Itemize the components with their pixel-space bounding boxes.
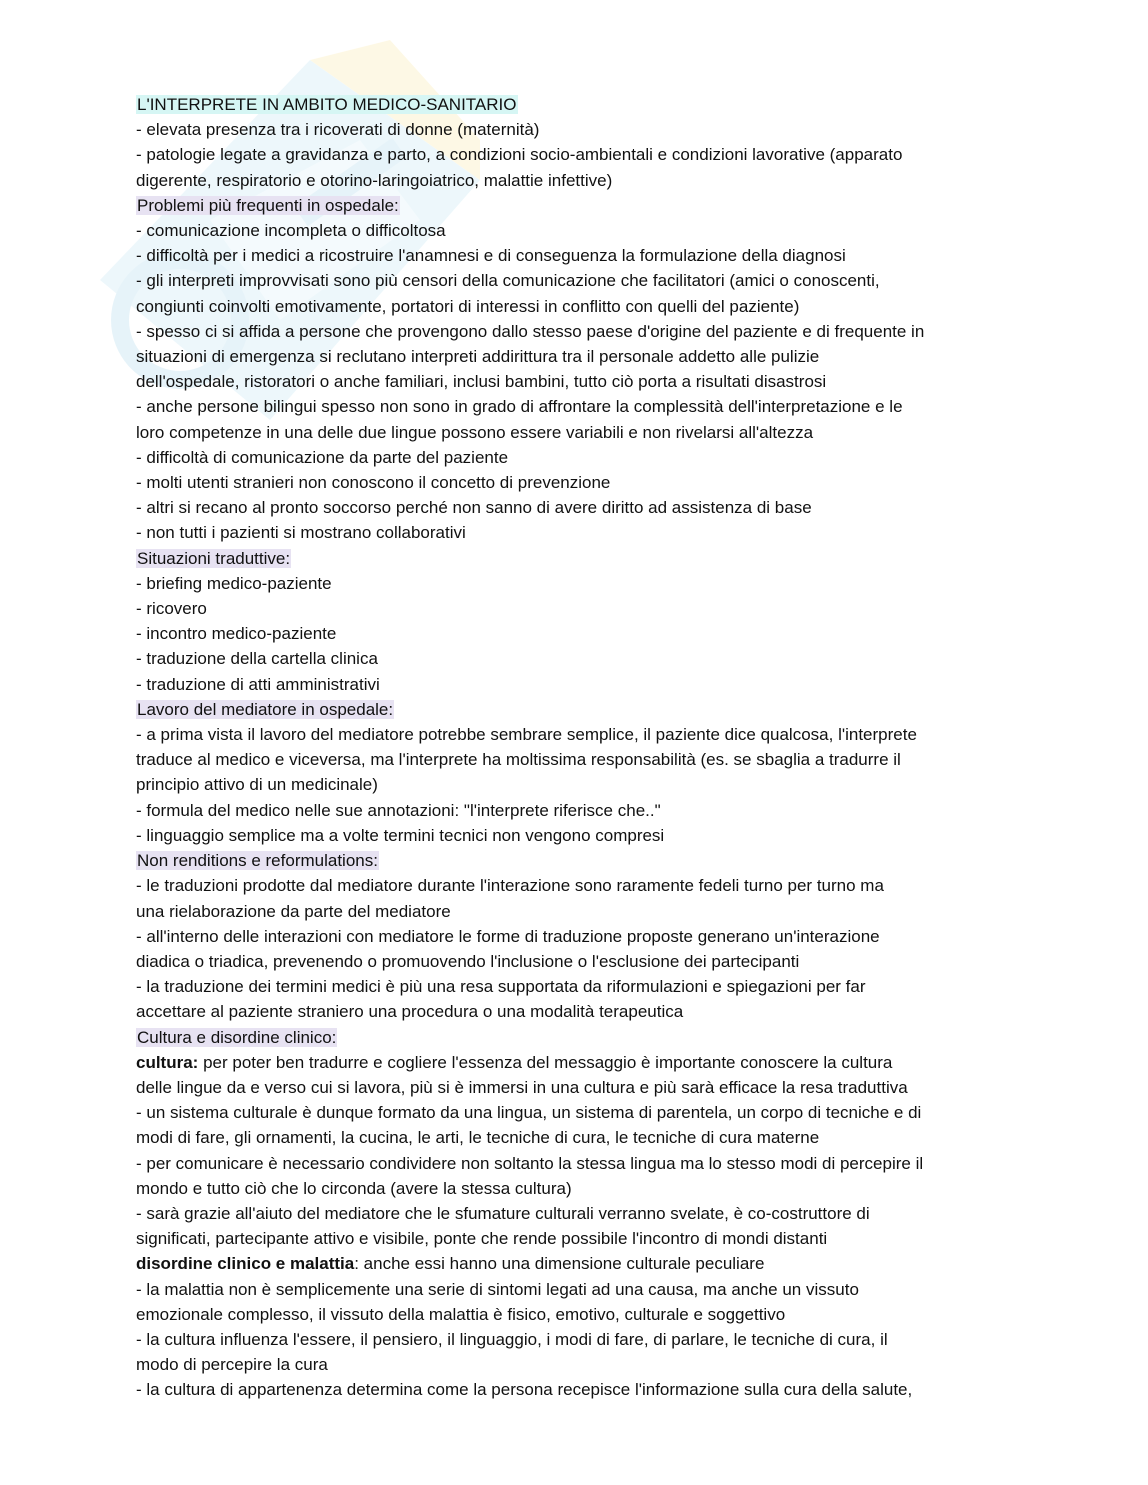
text-line: - spesso ci si affida a persone che provengono dallo stesso paese d'origine del paziente e di frequente in <box>136 321 925 341</box>
text-line: - patologie legate a gravidanza e parto, a condizioni socio-ambientali e condizioni lavorative (apparato <box>136 145 903 165</box>
text-line: modi di fare, gli ornamenti, la cucina, le arti, le tecniche di cura, le tecniche di cura materne <box>136 1128 820 1148</box>
section-heading: Cultura e disordine clinico: <box>137 1027 337 1047</box>
text-line: dell'ospedale, ristoratori o anche familiari, inclusi bambini, tutto ciò porta a risultati disastrosi <box>136 372 827 392</box>
section-heading-line <box>136 193 1026 218</box>
text-line: - gli interpreti improvvisati sono più censori della comunicazione che facilitatori (amici o conoscenti, <box>136 271 880 291</box>
text-line: - a prima vista il lavoro del mediatore potrebbe sembrare semplice, il paziente dice qualcosa, l'interprete <box>136 725 917 745</box>
text-line: diadica o triadica, prevenendo o promuovendo l'inclusione o l'esclusione dei partecipanti <box>136 951 800 971</box>
text-line: situazioni di emergenza si reclutano interpreti addirittura tra il personale addetto alle pulizie <box>136 347 820 367</box>
text-line: - incontro medico-paziente <box>136 624 337 644</box>
section-heading: Situazioni traduttive: <box>137 548 291 568</box>
text-line: - molti utenti stranieri non conoscono il concetto di prevenzione <box>136 473 611 493</box>
text-line: - un sistema culturale è dunque formato da una lingua, un sistema di parentela, un corpo di tecniche e di <box>136 1103 922 1123</box>
section-heading-line <box>136 1025 1026 1050</box>
text-line: - all'interno delle interazioni con mediatore le forme di traduzione proposte generano un'interazione <box>136 926 880 946</box>
text-line: loro competenze in una delle due lingue possono essere variabili e non rivelarsi all'altezza <box>136 422 814 442</box>
text-line: - traduzione di atti amministrativi <box>136 674 380 694</box>
definition-line <box>136 1251 1026 1276</box>
text-line: delle lingue da e verso cui si lavora, più si è immersi in una cultura e più sarà efficace la resa traduttiva <box>136 1077 908 1097</box>
text-line: - briefing medico-paziente <box>136 573 332 593</box>
text-line: - difficoltà per i medici a ricostruire l'anamnesi e di conseguenza la formulazione della diagnosi <box>136 246 846 266</box>
text-line: - le traduzioni prodotte dal mediatore durante l'interazione sono raramente fedeli turno per turno ma <box>136 876 884 896</box>
document-title-line <box>136 92 1026 117</box>
document-body <box>136 92 1026 1403</box>
text-line: digerente, respiratorio e otorino-laringoiatrico, malattie infettive) <box>136 170 613 190</box>
text-line: - per comunicare è necessario condividere non soltanto la stessa lingua ma lo stesso modi di percepire il <box>136 1153 924 1173</box>
text-line: - comunicazione incompleta o difficoltosa <box>136 221 446 241</box>
text-line: - ricovero <box>136 599 207 619</box>
text-line: - formula del medico nelle sue annotazioni: "l'interprete riferisce che.." <box>136 800 661 820</box>
section-heading: Lavoro del mediatore in ospedale: <box>137 699 394 719</box>
text-line: significati, partecipante attivo e visibile, ponte che rende possibile l'incontro di mondi distanti <box>136 1229 828 1249</box>
section-heading-line <box>136 848 1026 873</box>
text-line: modo di percepire la cura <box>136 1355 328 1375</box>
text-line: - la cultura di appartenenza determina come la persona recepisce l'informazione sulla cura della salute, <box>136 1380 913 1400</box>
definition-line <box>136 1050 1026 1075</box>
text-line: una rielaborazione da parte del mediatore <box>136 901 451 921</box>
term-label: cultura: <box>136 1052 199 1072</box>
text-line: - altri si recano al pronto soccorso perché non sanno di avere diritto ad assistenza di base <box>136 498 812 518</box>
text-line: - la malattia non è semplicemente una serie di sintomi legati ad una causa, ma anche un vissuto <box>136 1279 859 1299</box>
text-line: traduce al medico e viceversa, ma l'interprete ha moltissima responsabilità (es. se sbaglia a tradurre il <box>136 750 901 770</box>
section-heading-line <box>136 697 1026 722</box>
text-line: - non tutti i pazienti si mostrano collaborativi <box>136 523 466 543</box>
text-line: - sarà grazie all'aiuto del mediatore che le sfumature culturali verranno svelate, è co-costruttore di <box>136 1203 870 1223</box>
section-heading: Non renditions e reformulations: <box>137 851 378 871</box>
text-line: emozionale complesso, il vissuto della malattia è fisico, emotivo, culturale e soggettivo <box>136 1304 786 1324</box>
term-label: disordine clinico e malattia <box>136 1254 355 1274</box>
term-definition: : anche essi hanno una dimensione culturale peculiare <box>354 1254 765 1274</box>
text-line: mondo e tutto ciò che lo circonda (avere la stessa cultura) <box>136 1178 572 1198</box>
term-definition: per poter ben tradurre e cogliere l'essenza del messaggio è importante conoscere la cultura <box>198 1052 893 1072</box>
text-line: - linguaggio semplice ma a volte termini tecnici non vengono compresi <box>136 825 665 845</box>
text-line: - elevata presenza tra i ricoverati di donne (maternità) <box>136 120 540 140</box>
text-line: - traduzione della cartella clinica <box>136 649 378 669</box>
text-line: - anche persone bilingui spesso non sono in grado di affrontare la complessità dell'interpretazione e le <box>136 397 903 417</box>
section-heading-line <box>136 546 1026 571</box>
text-line: - la cultura influenza l'essere, il pensiero, il linguaggio, i modi di fare, di parlare, le tecniche di cura, il <box>136 1329 888 1349</box>
text-line: accettare al paziente straniero una procedura o una modalità terapeutica <box>136 1002 684 1022</box>
document-title: L'INTERPRETE IN AMBITO MEDICO-SANITARIO <box>137 95 517 114</box>
text-line: - difficoltà di comunicazione da parte del paziente <box>136 447 509 467</box>
text-line: congiunti coinvolti emotivamente, portatori di interessi in conflitto con quelli del paziente) <box>136 296 800 316</box>
text-line: - la traduzione dei termini medici è più una resa supportata da riformulazioni e spiegazioni per far <box>136 977 866 997</box>
text-line: principio attivo di un medicinale) <box>136 775 378 795</box>
section-heading: Problemi più frequenti in ospedale: <box>137 195 399 215</box>
